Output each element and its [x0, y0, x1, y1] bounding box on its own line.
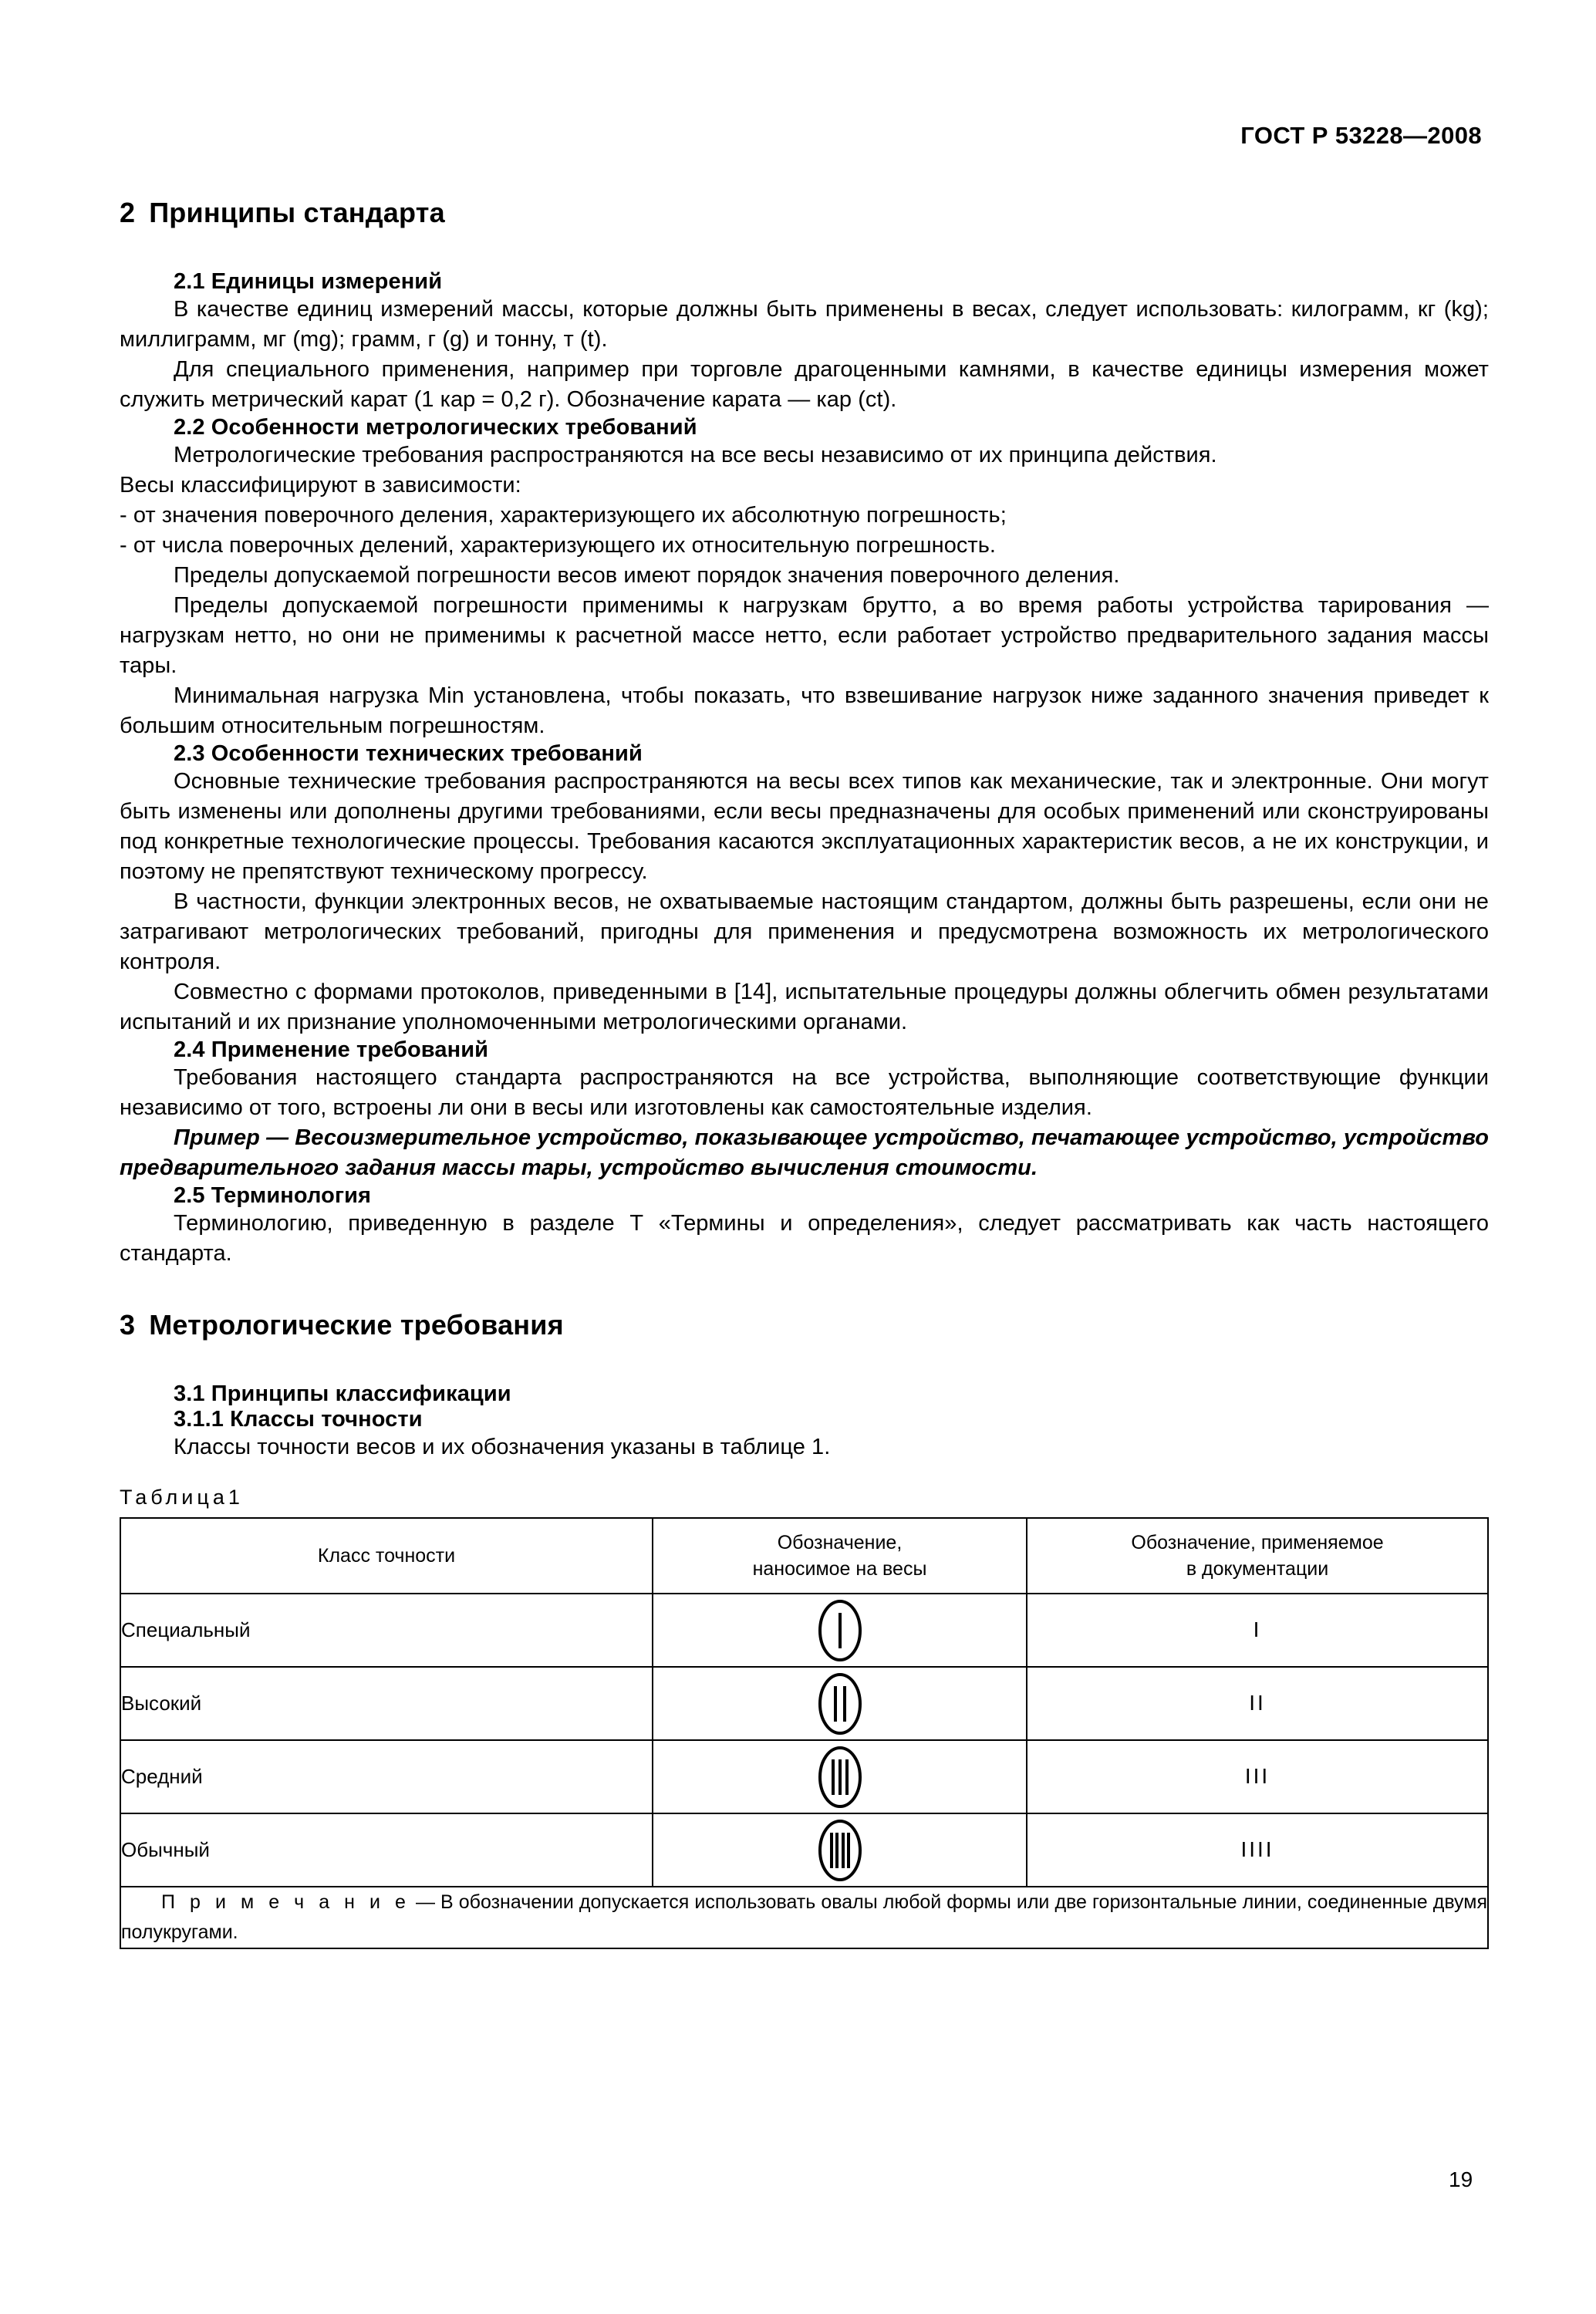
- standard-reference-header: ГОСТ Р 53228—2008: [1240, 122, 1482, 149]
- subsection-2-3-heading: 2.3 Особенности технических требований: [174, 741, 643, 766]
- doc-symbol-text: IIII: [1240, 1837, 1274, 1861]
- oval-three-stroke-icon: [815, 1744, 865, 1810]
- section-2-title: Принципы стандарта: [149, 197, 445, 228]
- table-cell-class-name: Высокий: [120, 1667, 653, 1740]
- table-note-row: [120, 1887, 1488, 1948]
- subsection-2-2-bullet-1: - от значения поверочного деления, характеризующего их абсолютную погрешность;: [120, 503, 1007, 528]
- subsection-2-5-heading: 2.5 Терминология: [174, 1183, 372, 1208]
- table-note-label: П р и м е ч а н и е: [161, 1891, 410, 1913]
- subsection-2-2-paragraph-5: Минимальная нагрузка Min установлена, чтобы показать, что взвешивание нагрузок ниже заданного значения приведет к большим относительным погрешностям.: [120, 683, 1489, 738]
- section-3-heading: [120, 1309, 1489, 1341]
- table-cell-class-name: Обычный: [120, 1813, 653, 1887]
- doc-symbol-text: II: [1249, 1691, 1266, 1715]
- subsection-2-1-paragraph-2: Для специального применения, например при торговле драгоценными камнями, в качестве единицы измерения может служить метрический карат (1 кар = 0,2 г). Обозначение карата — кар (ct).: [120, 357, 1489, 412]
- table-cell-mark: [653, 1667, 1027, 1740]
- table-header-line: в документации: [1186, 1558, 1329, 1580]
- spacer: [120, 229, 1489, 269]
- subsection-2-2-paragraph-2: Весы классифицируют в зависимости:: [120, 473, 521, 498]
- page-number: 19: [1449, 2167, 1473, 2191]
- table-row: [120, 1667, 1488, 1740]
- subsection-2-3-paragraph-1: Основные технические требования распространяются на весы всех типов как механические, так и электронные. Они могут быть изменены или дополнены другими требованиями, если весы предназначены для особых применений или сконструированы под конкретные технологические процессы. Требования касаются эксплуатационных характеристик весов, а не их конструкции, и поэтому не препятствуют техническому прогрессу.: [120, 769, 1489, 884]
- spacer: [120, 1462, 1489, 1486]
- spacer: [120, 1341, 1489, 1381]
- oval-four-stroke-icon: [815, 1817, 865, 1884]
- subsection-3-1-1-heading: 3.1.1 Классы точности: [174, 1407, 423, 1432]
- subsection-2-2-paragraph-3: Пределы допускаемой погрешности весов имеют порядок значения поверочного деления.: [174, 563, 1120, 588]
- oval-one-stroke-icon: [815, 1597, 865, 1664]
- spacer: [120, 1509, 1489, 1517]
- table-header-row: [120, 1518, 1488, 1594]
- table-note-text: — В обозначении допускается использовать овалы любой формы или две горизонтальные линии, соединенные двумя полукругами.: [121, 1891, 1487, 1943]
- table-header-cell-class: [120, 1518, 653, 1594]
- subsection-3-1-1-paragraph-1: Классы точности весов и их обозначения указаны в таблице 1.: [174, 1435, 831, 1459]
- page-content: [120, 197, 1489, 1949]
- table-header-line: Класс точности: [317, 1545, 456, 1567]
- table-cell-mark: [653, 1594, 1027, 1667]
- table-cell-doc-symbol: [1027, 1594, 1488, 1667]
- doc-symbol-text: III: [1244, 1764, 1270, 1788]
- table-1-caption-label: Таблица: [120, 1486, 228, 1509]
- subsection-2-3-paragraph-2: В частности, функции электронных весов, не охватываемые настоящим стандартом, должны быть разрешены, если они не затрагивают метрологических требований, пригодны для применения и предусмотрена возможность их метрологического контроля.: [120, 889, 1489, 974]
- table-cell-mark: [653, 1813, 1027, 1887]
- table-header-line: Обозначение, применяемое: [1131, 1532, 1384, 1553]
- oval-two-stroke-icon: [815, 1671, 865, 1737]
- section-3-number: 3: [120, 1309, 136, 1341]
- section-3-title: Метрологические требования: [149, 1309, 564, 1341]
- subsection-2-2-bullet-2: - от числа поверочных делений, характеризующего их относительную погрешность.: [120, 533, 997, 558]
- subsection-2-4-paragraph-1: Требования настоящего стандарта распространяются на все устройства, выполняющие соответствующие функции независимо от того, встроены ли они в весы или изготовлены как самостоятельные изделия.: [120, 1065, 1489, 1120]
- subsection-2-2-paragraph-4: Пределы допускаемой погрешности применимы к нагрузкам брутто, а во время работы устройства тарирования — нагрузкам нетто, но они не применимы к расчетной массе нетто, если работает устройство предварительного задания массы тары.: [120, 593, 1489, 678]
- table-header-cell-doc: [1027, 1518, 1488, 1594]
- subsection-2-1-paragraph-1: В качестве единиц измерений массы, которые должны быть применены в весах, следует использовать: килограмм, кг (kg); миллиграмм, мг (mg); грамм, г (g) и тонну, т (t).: [120, 297, 1489, 352]
- table-note-cell: [120, 1887, 1488, 1948]
- subsection-3-1-heading: 3.1 Принципы классификации: [174, 1381, 511, 1406]
- table-1-caption-number: 1: [228, 1486, 240, 1509]
- table-row: [120, 1813, 1488, 1887]
- subsection-2-4-example: Пример — Весоизмерительное устройство, показывающее устройство, печатающее устройство, устройство предварительного задания массы тары, устройство вычисления стоимости.: [120, 1125, 1489, 1180]
- table-header: [120, 1518, 1488, 1594]
- table-cell-class-name: Специальный: [120, 1594, 653, 1667]
- subsection-2-2-heading: 2.2 Особенности метрологических требований: [174, 415, 697, 440]
- accuracy-class-table: [120, 1517, 1489, 1949]
- table-cell-doc-symbol: [1027, 1667, 1488, 1740]
- table-row: [120, 1594, 1488, 1667]
- subsection-2-5-paragraph-1: Терминологию, приведенную в разделе Т «Термины и определения», следует рассматривать как часть настоящего стандарта.: [120, 1211, 1489, 1266]
- section-2-number: 2: [120, 197, 136, 228]
- table-cell-doc-symbol: [1027, 1740, 1488, 1813]
- table-row: [120, 1740, 1488, 1813]
- table-header-cell-mark: [653, 1518, 1027, 1594]
- table-cell-class-name: Средний: [120, 1740, 653, 1813]
- subsection-2-3-paragraph-3: Совместно с формами протоколов, приведенными в [14], испытательные процедуры должны облегчить обмен результатами испытаний и их признание уполномоченными метрологическими органами.: [120, 980, 1489, 1034]
- section-2-heading: [120, 197, 1489, 229]
- subsection-2-1-heading: 2.1 Единицы измерений: [174, 269, 443, 294]
- spacer: [120, 1269, 1489, 1309]
- table-header-line: Обозначение,: [777, 1532, 903, 1553]
- table-body: [120, 1594, 1488, 1948]
- table-cell-doc-symbol: [1027, 1813, 1488, 1887]
- table-1-caption: [120, 1486, 1489, 1509]
- table-cell-mark: [653, 1740, 1027, 1813]
- doc-symbol-text: I: [1253, 1617, 1262, 1641]
- subsection-2-2-paragraph-1: Метрологические требования распространяются на все весы независимо от их принципа действия.: [174, 443, 1217, 467]
- subsection-2-4-heading: 2.4 Применение требований: [174, 1037, 489, 1062]
- table-header-line: наносимое на весы: [752, 1558, 927, 1580]
